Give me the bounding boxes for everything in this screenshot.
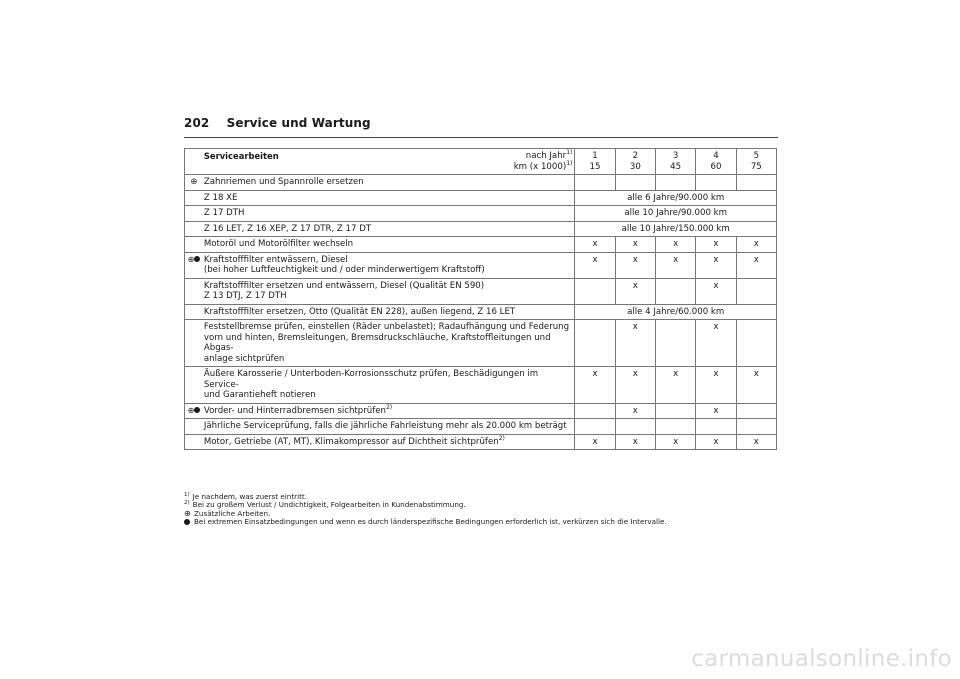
- row-description: [203, 419, 575, 435]
- interval-cell: x: [615, 320, 655, 367]
- interval-cell: x: [736, 367, 776, 404]
- interval-cell: x: [655, 367, 695, 404]
- row-description: [203, 278, 575, 304]
- interval-cell: x: [575, 252, 615, 278]
- interval-cell: x: [655, 237, 695, 253]
- footnote-additional-work: ⊕ Zusätzliche Arbeiten.: [184, 508, 271, 518]
- filled-dot-icon: [194, 256, 200, 262]
- plus-circle-icon: ⊕: [184, 508, 191, 518]
- interval-span-cell: alle 10 Jahre/150.000 km: [575, 221, 777, 237]
- row-description: [203, 434, 575, 450]
- interval-cell: [575, 175, 615, 191]
- header-interval-labels: [514, 151, 573, 172]
- row-description: [203, 237, 575, 253]
- interval-cell: [655, 278, 695, 304]
- interval-cell: x: [696, 434, 736, 450]
- interval-cell: x: [655, 252, 695, 278]
- filled-dot-icon: [194, 407, 200, 413]
- page-header: [184, 116, 371, 130]
- interval-cell: x: [696, 367, 736, 404]
- description-line: Z 16 LET, Z 16 XEP, Z 17 DTR, Z 17 DT: [203, 223, 372, 234]
- interval-cell: [615, 419, 655, 435]
- interval-span-cell: alle 10 Jahre/90.000 km: [575, 206, 777, 222]
- interval-cell: x: [615, 252, 655, 278]
- interval-cell: [736, 419, 776, 435]
- table-row: [185, 320, 777, 367]
- interval-cell: [655, 403, 695, 419]
- interval-cell: x: [575, 237, 615, 253]
- description-line: Vorder- und Hinterradbremsen sichtprüfen$^{2)}$: [203, 403, 393, 416]
- filled-dot-icon: [184, 519, 190, 525]
- table-row: [185, 419, 777, 435]
- page-number: 202: [184, 116, 210, 130]
- row-symbol: [185, 278, 203, 304]
- interval-cell: [736, 175, 776, 191]
- description-line: Motor, Getriebe (AT, MT), Klimakompressor auf Dichtheit sichtprüfen$^{2)}$: [203, 434, 505, 447]
- row-symbol: [185, 252, 203, 278]
- table-row: [185, 252, 777, 278]
- description-line: Feststellbremse prüfen, einstellen (Räder unbelastet); Radaufhängung und Federung: [203, 322, 570, 332]
- header-rule: [184, 137, 778, 138]
- interval-cell: x: [696, 320, 736, 367]
- interval-cell: [736, 403, 776, 419]
- row-description: [203, 221, 575, 237]
- footnote-ref: 2): [498, 434, 505, 442]
- footnotes: [184, 493, 667, 527]
- interval-header-1: 1 15: [575, 149, 615, 175]
- interval-cell: [736, 278, 776, 304]
- interval-cell: x: [615, 237, 655, 253]
- header-label-cell: [203, 149, 575, 175]
- interval-cell: [655, 175, 695, 191]
- row-symbol: [185, 304, 203, 320]
- year-label: nach Jahr: [525, 151, 567, 161]
- row-description: [203, 252, 575, 278]
- description-line: anlage sichtprüfen: [203, 353, 285, 364]
- footnote-2: $^{2)}$ Bei zu großem Verlust / Undichtigkeit, Folgearbeiten in Kundenabstimmung.: [184, 500, 466, 510]
- row-symbol: [185, 206, 203, 222]
- interval-cell: x: [696, 252, 736, 278]
- table-row: [185, 434, 777, 450]
- row-description: [203, 304, 575, 320]
- interval-cell: [575, 419, 615, 435]
- description-line: Äußere Karosserie / Unterboden-Korrosionsschutz prüfen, Beschädigungen im Service-: [203, 369, 539, 390]
- interval-cell: [655, 419, 695, 435]
- interval-cell: x: [696, 403, 736, 419]
- interval-cell: x: [736, 434, 776, 450]
- interval-cell: [696, 419, 736, 435]
- interval-cell: [736, 320, 776, 367]
- row-symbol: [185, 190, 203, 206]
- interval-header-2: 2 30: [615, 149, 655, 175]
- description-line: Kraftstofffilter ersetzen und entwässern, Diesel (Qualität EN 590): [203, 280, 485, 291]
- page-title: Service und Wartung: [226, 116, 371, 130]
- interval-cell: [655, 320, 695, 367]
- description-line: Z 17 DTH: [203, 208, 245, 218]
- interval-cell: [575, 403, 615, 419]
- row-description: [203, 403, 575, 419]
- interval-cell: x: [615, 278, 655, 304]
- km-label: km (x 1000): [513, 161, 567, 172]
- row-description: [203, 367, 575, 404]
- interval-cell: x: [615, 367, 655, 404]
- interval-cell: x: [575, 434, 615, 450]
- row-symbol: [185, 320, 203, 367]
- interval-header-3: 3 45: [655, 149, 695, 175]
- row-symbol: [185, 237, 203, 253]
- description-line: Jährliche Serviceprüfung, falls die jährliche Fahrleistung mehr als 20.000 km beträgt: [203, 421, 567, 431]
- row-symbol: [185, 434, 203, 450]
- header-symbol-cell: [185, 149, 203, 175]
- table-row: [185, 175, 777, 191]
- description-line: und Garantieheft notieren: [203, 390, 316, 400]
- plus-circle-icon: ⊕: [187, 405, 195, 415]
- footnote-1: $^{1)}$ Je nachdem, was zuerst eintritt.: [184, 492, 308, 501]
- row-symbol: [185, 419, 203, 435]
- table-row: [185, 206, 777, 222]
- table-row: [185, 221, 777, 237]
- interval-cell: [615, 175, 655, 191]
- row-symbol: ⊕: [185, 175, 203, 191]
- row-description: [203, 190, 575, 206]
- interval-span-cell: alle 4 Jahre/60.000 km: [575, 304, 777, 320]
- interval-cell: x: [736, 237, 776, 253]
- description-line: Motoröl und Motorölfilter wechseln: [203, 239, 354, 249]
- interval-span-cell: alle 6 Jahre/90.000 km: [575, 190, 777, 206]
- table-row: [185, 367, 777, 404]
- row-description: [203, 320, 575, 367]
- interval-cell: [575, 320, 615, 367]
- interval-cell: x: [736, 252, 776, 278]
- footnote-ref: 2): [385, 403, 393, 411]
- plus-circle-icon: ⊕: [187, 254, 195, 264]
- interval-header-4: 4 60: [696, 149, 736, 175]
- table-row: [185, 237, 777, 253]
- table-row: [185, 304, 777, 320]
- interval-cell: x: [696, 278, 736, 304]
- row-symbol: [185, 403, 203, 419]
- table-row: [185, 190, 777, 206]
- footnote-extreme-conditions: Bei extremen Einsatzbedingungen und wenn es durch länderspezifische Bedingungen erforderlich ist, verkürzen sich die Intervalle.: [184, 518, 667, 526]
- description-line: Kraftstofffilter entwässern, Diesel: [203, 254, 348, 265]
- row-symbol: [185, 367, 203, 404]
- row-description: [203, 175, 575, 191]
- footnote-ref: 1): [566, 149, 573, 156]
- table-title: Servicearbeiten: [203, 151, 279, 161]
- row-description: [203, 206, 575, 222]
- interval-cell: x: [615, 403, 655, 419]
- description-line: vorn und hinten, Bremsleitungen, Bremsdruckschläuche, Kraftstoffleitungen und Abgas-: [203, 332, 551, 353]
- watermark: carmanualsonline.info: [691, 646, 952, 672]
- table-row: [185, 278, 777, 304]
- interval-cell: x: [615, 434, 655, 450]
- row-symbol: [185, 221, 203, 237]
- description-line: Z 18 XE: [203, 192, 238, 203]
- table-header-row: [185, 149, 777, 175]
- interval-cell: x: [575, 367, 615, 404]
- interval-cell: [696, 175, 736, 191]
- interval-cell: [575, 278, 615, 304]
- interval-cell: x: [655, 434, 695, 450]
- description-line: (bei hoher Luftfeuchtigkeit und / oder minderwertigem Kraftstoff): [203, 265, 485, 275]
- description-line: Zahnriemen und Spannrolle ersetzen: [203, 177, 364, 187]
- description-line: Z 13 DTJ, Z 17 DTH: [203, 291, 287, 301]
- description-line: Kraftstofffilter ersetzen, Otto (Qualität EN 228), außen liegend, Z 16 LET: [203, 306, 516, 317]
- footnote-ref: 1): [566, 159, 573, 167]
- interval-cell: x: [696, 237, 736, 253]
- interval-header-5: 5 75: [736, 149, 776, 175]
- table-row: [185, 403, 777, 419]
- service-table: [184, 148, 777, 450]
